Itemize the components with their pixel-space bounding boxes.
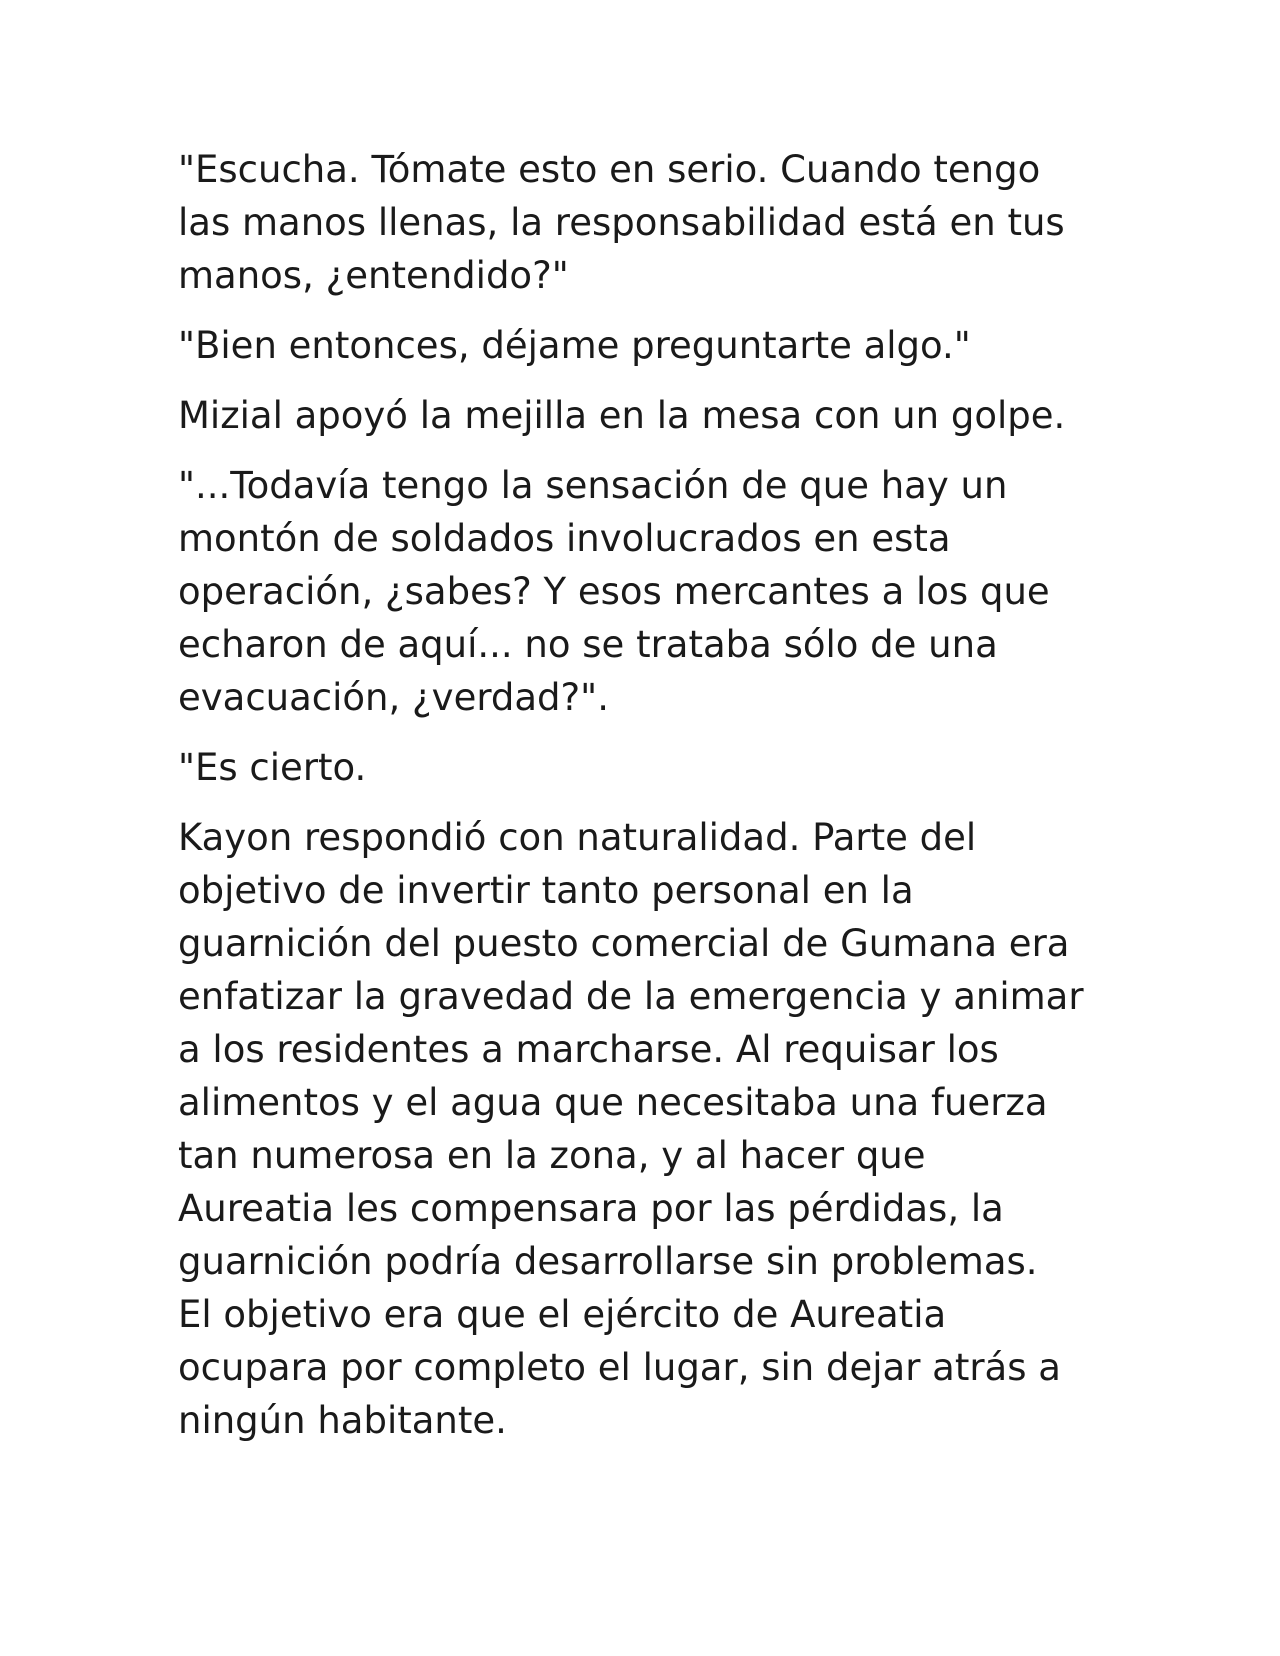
text-line: alimentos y el agua que necesitaba una fuerza bbox=[178, 1081, 1048, 1124]
text-line: echaron de aquí... no se trataba sólo de una bbox=[178, 623, 998, 666]
text-line: las manos llenas, la responsabilidad está en tus bbox=[178, 201, 1065, 244]
text-line: manos, ¿entendido?" bbox=[178, 254, 569, 297]
text-line: Aureatia les compensara por las pérdidas, la bbox=[178, 1187, 1004, 1230]
paragraph-4 bbox=[178, 459, 1108, 724]
text-line: El objetivo era que el ejército de Aureatia bbox=[178, 1293, 947, 1336]
text-line: "Bien entonces, déjame preguntarte algo." bbox=[178, 324, 971, 367]
text-line: a los residentes a marcharse. Al requisar los bbox=[178, 1028, 999, 1071]
text-line: evacuación, ¿verdad?". bbox=[178, 676, 609, 719]
text-line: Kayon respondió con naturalidad. Parte del bbox=[178, 816, 977, 859]
paragraph-1 bbox=[178, 143, 1108, 302]
text-line: enfatizar la gravedad de la emergencia y animar bbox=[178, 975, 1084, 1018]
text-line: guarnición del puesto comercial de Gumana era bbox=[178, 922, 1070, 965]
text-line: objetivo de invertir tanto personal en la bbox=[178, 869, 914, 912]
text-line: Mizial apoyó la mejilla en la mesa con un golpe. bbox=[178, 394, 1066, 437]
text-line: "...Todavía tengo la sensación de que hay un bbox=[178, 464, 1008, 507]
paragraph-3 bbox=[178, 389, 1108, 442]
document-page bbox=[178, 143, 1108, 1464]
text-line: tan numerosa en la zona, y al hacer que bbox=[178, 1134, 926, 1177]
text-line: guarnición podría desarrollarse sin problemas. bbox=[178, 1240, 1038, 1283]
text-line: ocupara por completo el lugar, sin dejar atrás a bbox=[178, 1346, 1061, 1389]
text-line: montón de soldados involucrados en esta bbox=[178, 517, 951, 560]
text-line: ningún habitante. bbox=[178, 1399, 507, 1442]
paragraph-2 bbox=[178, 319, 1108, 372]
paragraph-5 bbox=[178, 741, 1108, 794]
paragraph-6 bbox=[178, 811, 1108, 1447]
text-line: "Es cierto. bbox=[178, 746, 367, 789]
text-line: operación, ¿sabes? Y esos mercantes a los que bbox=[178, 570, 1050, 613]
text-line: "Escucha. Tómate esto en serio. Cuando tengo bbox=[178, 148, 1041, 191]
